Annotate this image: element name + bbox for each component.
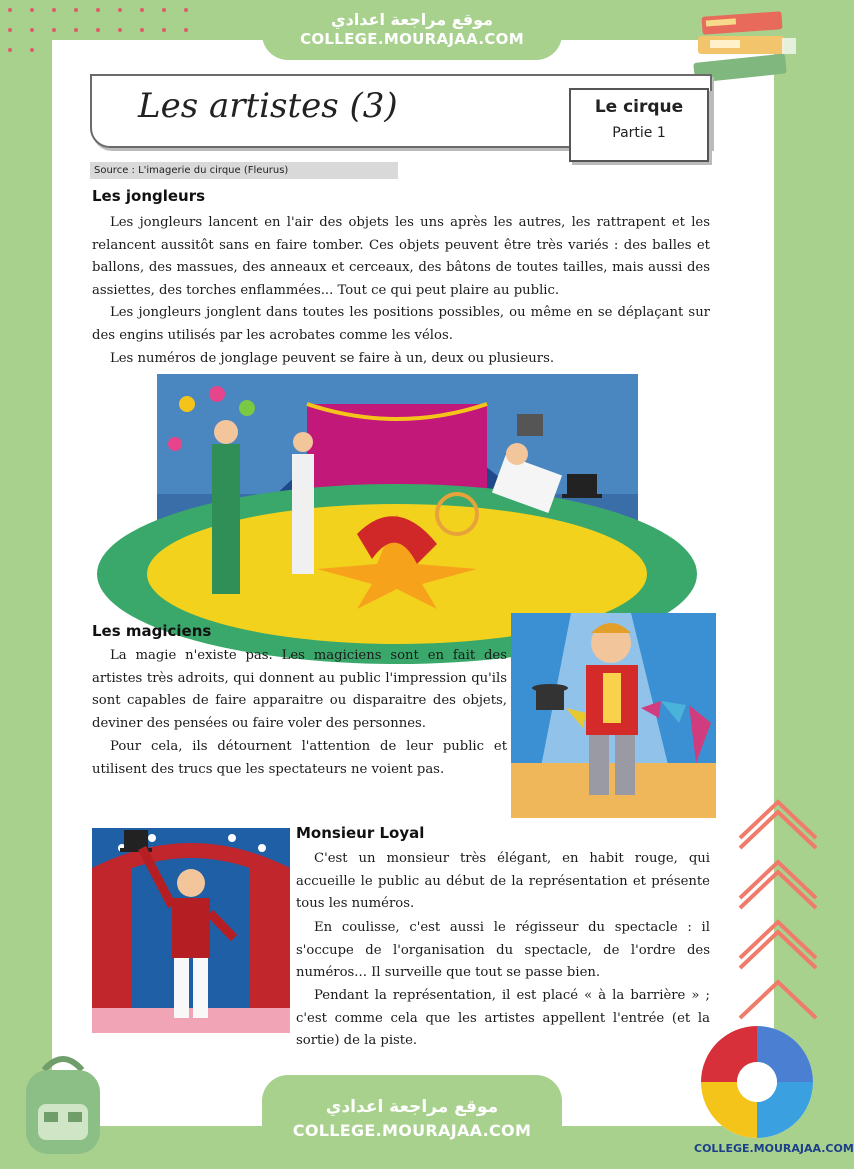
topic-tag	[569, 88, 709, 162]
topic-label: Le cirque	[594, 97, 684, 117]
section-heading-magiciens: Les magiciens	[92, 622, 212, 640]
site-logo[interactable]	[694, 1022, 854, 1162]
section-heading-loyal: Monsieur Loyal	[296, 824, 425, 842]
magiciens-paragraph-2: Pour cela, ils détournent l'attention de leur public et utilisent des trucs que les spectateurs ne voient pas.	[92, 739, 507, 777]
section-heading-jongleurs: Les jongleurs	[92, 187, 206, 205]
magician-illustration	[511, 613, 716, 818]
source-line: Source : L'imagerie du cirque (Fleurus)	[90, 162, 398, 179]
backpack-icon	[14, 1052, 112, 1160]
chevron-up-icons	[734, 792, 820, 1032]
loyal-paragraph-2: En coulisse, c'est aussi le régisseur du spectacle : il s'occupe de l'organisation du spectacle, de l'ordre des numéros... Il surveille que tout se passe bien.	[296, 920, 710, 981]
loyal-paragraph-3: Pendant la représentation, il est placé « à la barrière » ; c'est comme cela que les artistes appellent l'entrée (et la sortie) de la piste.	[296, 988, 710, 1049]
magiciens-paragraph-1: La magie n'existe pas. Les magiciens sont en fait des artistes très adroits, qui donnent au public l'impression qu'ils sont capables de faire apparaitre ou disparaitre des objets, deviner des pensées ou faire voler des personnes.	[92, 648, 507, 731]
header-site-url[interactable]: COLLEGE.MOURAJAA.COM	[300, 30, 524, 48]
logo-url: COLLEGE.MOURAJAA.COM	[694, 1142, 854, 1155]
monsieur-loyal-illustration	[92, 828, 290, 1033]
loyal-paragraph-1: C'est un monsieur très élégant, en habit rouge, qui accueille le public au début de la représentation et présente tous les numéros.	[296, 851, 710, 912]
footer-site-url[interactable]: COLLEGE.MOURAJAA.COM	[292, 1121, 532, 1140]
header-banner[interactable]	[262, 0, 562, 60]
header-site-arabic: موقع مراجعة اعدادي	[330, 10, 494, 29]
jongleurs-paragraph-3: Les numéros de jonglage peuvent se faire à un, deux ou plusieurs.	[110, 351, 555, 366]
jongleurs-paragraph-1: Les jongleurs lancent en l'air des objets les uns après les autres, les rattrapent et les relancent aussitôt sans en faire tomber. Ces objets peuvent être très variés : des balles et ballons, des massues, des anneaux et cerceaux, des bâtons de toutes tailles, mais aussi des assiettes, des torches enflammées... Tout ce qui peut plaire au public.	[92, 215, 710, 298]
footer-banner[interactable]	[262, 1075, 562, 1169]
page-title: Les artistes (3)	[138, 86, 398, 126]
part-label: Partie 1	[612, 125, 666, 141]
jongleurs-paragraph-2: Les jongleurs jonglent dans toutes les positions possibles, ou même en se déplaçant sur des engins utilisés par les acrobates comme les vélos.	[92, 305, 710, 343]
footer-site-arabic: موقع مراجعة اعدادي	[325, 1097, 499, 1117]
jugglers-illustration	[157, 374, 638, 609]
